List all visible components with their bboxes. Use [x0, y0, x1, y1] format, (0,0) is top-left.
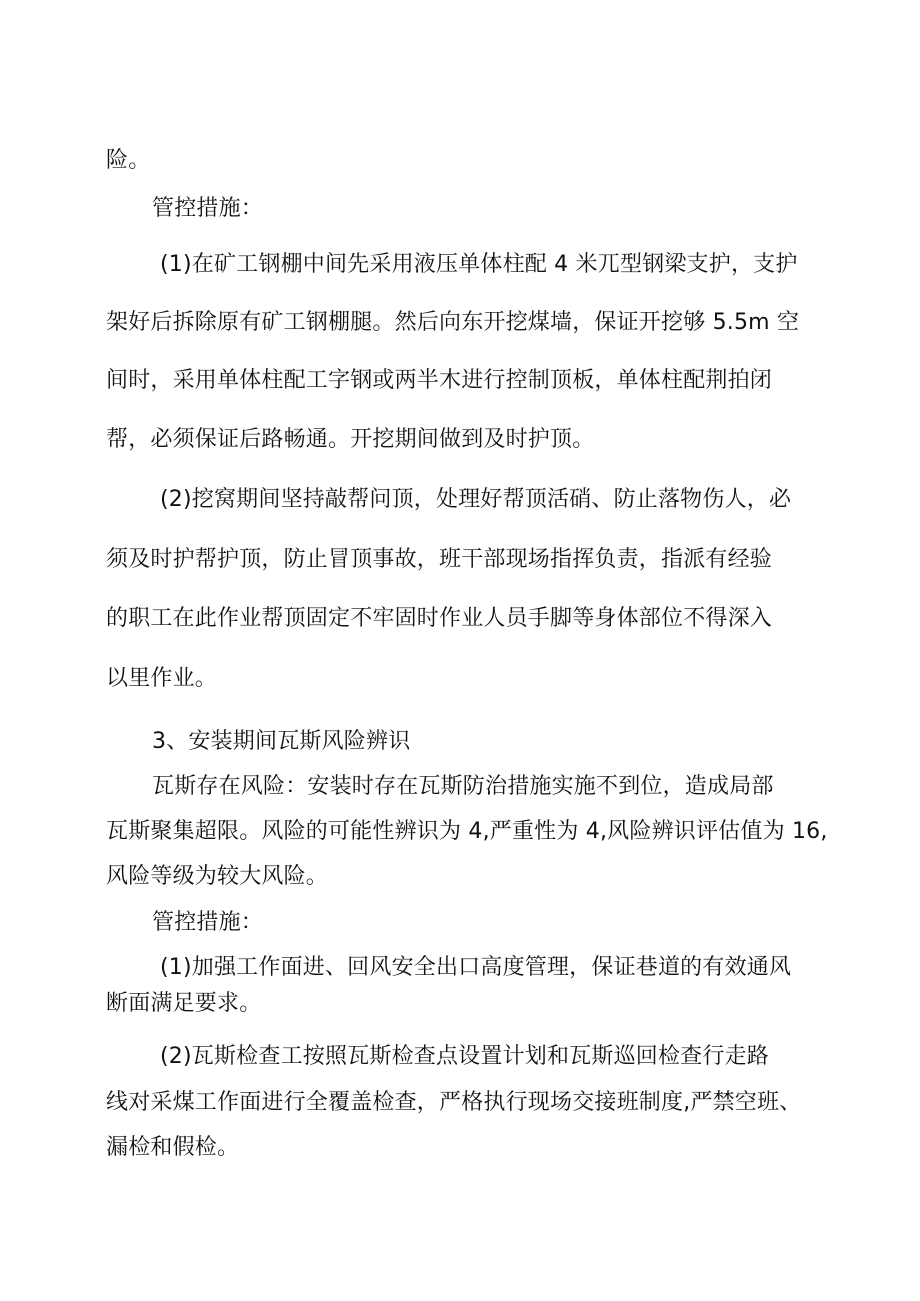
paragraph-line: (2)挖窝期间坚持敲帮问顶，处理好帮顶活硝、防止落物伤人，必: [160, 487, 792, 512]
paragraph-line: 瓦斯聚集超限。风险的可能性辨识为 4,严重性为 4,风险辨识评估值为 16,: [106, 819, 828, 844]
paragraph-line: 帮，必须保证后路畅通。开挖期间做到及时护顶。: [106, 427, 595, 452]
paragraph-line: 架好后拆除原有矿工钢棚腿。然后向东开挖煤墙，保证开挖够 5.5m 空: [106, 310, 800, 335]
paragraph-line: 须及时护帮护顶，防止冒顶事故，班干部现场指挥负责，指派有经验: [106, 547, 773, 572]
paragraph-line: 以里作业。: [106, 666, 218, 691]
paragraph-line: 险。: [106, 148, 151, 173]
paragraph-line: (1)在矿工钢棚中间先采用液压单体柱配 4 米兀型钢梁支护，支护: [160, 252, 798, 277]
section-heading: 管控措施：: [152, 196, 264, 221]
paragraph-line: 瓦斯存在风险：安装时存在瓦斯防治措施实施不到位，造成局部: [152, 774, 774, 799]
paragraph-line: 的职工在此作业帮顶固定不牢固时作业人员手脚等身体部位不得深入: [106, 606, 773, 631]
section-heading: 管控措施：: [152, 910, 264, 935]
paragraph-line: 线对采煤工作面进行全覆盖检查，严格执行现场交接班制度,严禁空班、: [106, 1090, 802, 1115]
paragraph-line: (2)瓦斯检查工按照瓦斯检查点设置计划和瓦斯巡回检查行走路: [160, 1044, 769, 1069]
paragraph-line: 间时，采用单体柱配工字钢或两半木进行控制顶板，单体柱配荆拍闭: [106, 368, 773, 393]
paragraph-line: 断面满足要求。: [106, 991, 262, 1016]
section-heading: 3、安装期间瓦斯风险辨识: [152, 729, 411, 754]
paragraph-line: 漏检和假检。: [106, 1135, 240, 1160]
paragraph-line: (1)加强工作面进、回风安全出口高度管理，保证巷道的有效通风: [160, 955, 792, 980]
paragraph-line: 风险等级为较大风险。: [106, 864, 329, 889]
